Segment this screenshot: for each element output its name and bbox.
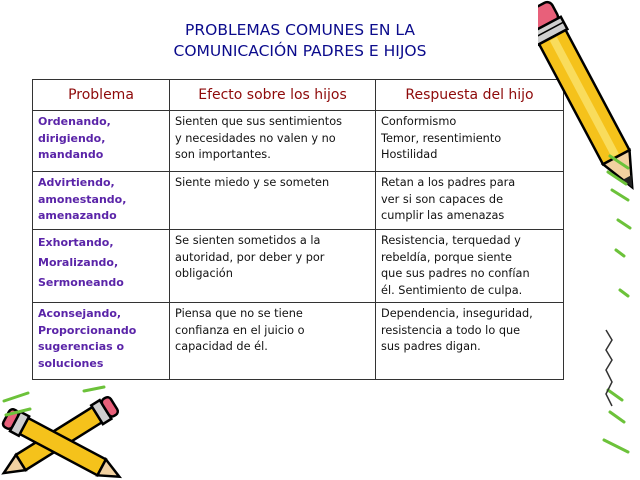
effect-line: y necesidades no valen y no [175,131,336,145]
effect-line: Se sienten sometidos a la [175,234,321,247]
cell-respuesta [376,111,564,172]
response-line: sus padres digan. [381,340,481,353]
page-title [130,20,470,62]
title-line-2: COMUNICACIÓN PADRES E HIJOS [173,42,427,60]
communication-problems-table [32,79,564,380]
problem-line: Ordenando, [38,115,111,128]
response-line: resistencia a todo lo que [381,323,521,337]
crossed-pencils-icon [0,385,132,480]
green-scribble-icon [598,150,640,460]
cell-respuesta [376,303,564,380]
table-row [33,230,564,303]
header-problema: Problema [33,80,170,111]
problem-line: Advirtiendo, [38,176,115,189]
title-line-1: PROBLEMAS COMUNES EN LA [185,21,415,39]
cell-efecto [170,111,376,172]
cell-respuesta [376,172,564,230]
problem-line: Sermoneando [38,276,124,289]
problem-line: soluciones [38,356,104,370]
effect-line: Piensa que no se tiene [175,307,303,320]
problem-line: dirigiendo, [38,131,106,145]
effect-line: capacidad de él. [175,340,268,353]
cell-problema [33,230,170,303]
table-row [33,303,564,380]
problem-line: amenazando [38,209,117,222]
problem-line: Exhortando, [38,236,114,249]
response-line: Resistencia, terquedad y [381,234,521,247]
cell-efecto [170,172,376,230]
problem-line: Proporcionando [38,323,137,337]
header-efecto: Efecto sobre los hijos [170,80,376,111]
table-header-row [33,80,564,111]
cell-efecto [170,303,376,380]
response-line: Conformismo [381,115,457,128]
response-line: Hostilidad [381,148,438,161]
response-line: rebeldía, porque siente [381,250,512,264]
response-line: él. Sentimiento de culpa. [381,283,523,297]
problem-line: sugerencias o [38,340,125,353]
effect-line: obligación [175,267,233,280]
response-line: Retan a los padres para [381,176,516,189]
response-line: Temor, resentimiento [381,131,502,145]
table-row [33,111,564,172]
table-row [33,172,564,230]
header-respuesta: Respuesta del hijo [376,80,564,111]
cell-problema [33,303,170,380]
problem-line: Moralizando, [38,256,119,269]
effect-line: confianza en el juicio o [175,323,305,337]
effect-line: Sienten que sus sentimientos [175,115,342,128]
cell-problema [33,172,170,230]
effect-line: autoridad, por deber y por [175,250,325,264]
response-line: cumplir las amenazas [381,209,505,222]
problem-line: mandando [38,148,104,161]
problem-line: Aconsejando, [38,307,122,320]
response-line: que sus padres no confían [381,267,530,280]
response-line: Dependencia, inseguridad, [381,307,533,320]
effect-line: son importantes. [175,148,271,161]
cell-problema [33,111,170,172]
cell-efecto [170,230,376,303]
cell-respuesta [376,230,564,303]
effect-line: Siente miedo y se someten [175,176,330,189]
problem-line: amonestando, [38,192,127,206]
response-line: ver si son capaces de [381,192,504,206]
